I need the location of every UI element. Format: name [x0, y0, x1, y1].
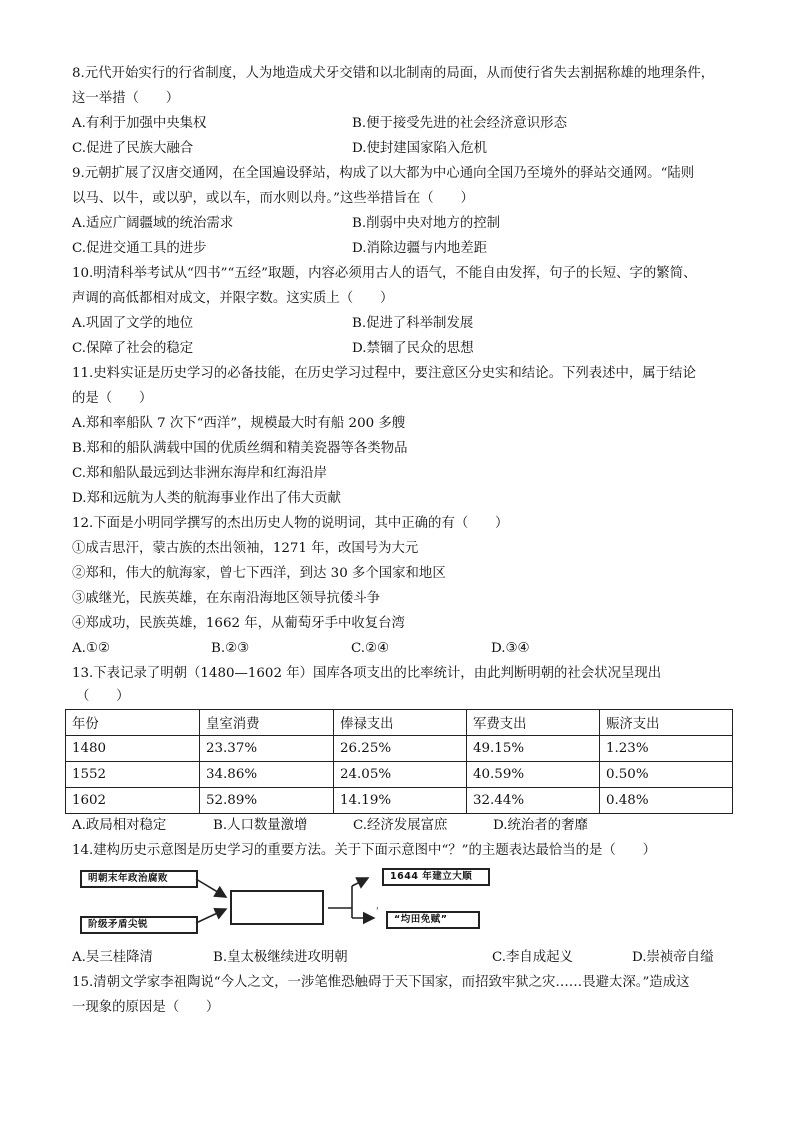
table-header-row	[66, 710, 733, 736]
table-cell: 49.15%	[467, 736, 600, 762]
q12-option-a: A.①②	[72, 641, 110, 656]
q14-option-d: D.崇祯帝自缢	[632, 950, 714, 965]
table-cell: 1552	[66, 762, 200, 788]
q14-option-c: C.李自成起义	[492, 950, 573, 965]
q15-stem-line1: 15.清朝文学家李祖陶说“今人之文，一涉笔惟恐触碍于天下国家，而招致牢狱之灾……畏避太深。”造成这	[72, 975, 690, 990]
box-late-ming-corruption: 明朝末年政治腐败	[80, 870, 198, 888]
q13-option-a: A.政局相对稳定	[72, 818, 167, 833]
table-cell: 34.86%	[200, 762, 334, 788]
table-header-cell: 军费支出	[467, 710, 600, 736]
q13-option-b: B.人口数量激增	[213, 818, 308, 833]
q11-option-c: C.郑和船队最远到达非洲东海岸和红海沿岸	[72, 466, 328, 481]
q10-stem-line2: 声调的高低都相对成文，并限字数。这实质上（ ）	[72, 291, 394, 306]
arrow-to-center	[196, 879, 226, 897]
q12-item-4: ④郑成功，民族英雄，1662 年，从葡萄牙手中收复台湾	[72, 616, 405, 631]
q12-item-1: ①成吉思汗，蒙古族的杰出领袖，1271 年，改国号为大元	[72, 541, 419, 556]
q12-stem: 12.下面是小明同学撰写的杰出历史人物的说明词，其中正确的有（ ）	[72, 516, 509, 531]
box-class-conflict: 阶级矛盾尖锐	[80, 916, 198, 934]
box-land-slogan: “均田免赋”	[386, 911, 480, 929]
q14-option-b: B.皇太极继续进攻明朝	[213, 950, 348, 965]
q8-option-c: C.促进了民族大融合	[72, 141, 194, 156]
table-header-cell: 皇室消费	[200, 710, 334, 736]
table-cell: 23.37%	[200, 736, 334, 762]
arrow-to-dashun	[352, 878, 368, 886]
q10-option-c: C.保障了社会的稳定	[72, 341, 194, 356]
q13-option-c: C.经济发展富庶	[353, 818, 448, 833]
q11-option-d: D.郑和远航为人类的航海事业作出了伟大贡献	[72, 491, 341, 506]
table-header-cell: 赈济支出	[600, 710, 733, 736]
q15-stem-line2: 一现象的原因是（ ）	[72, 1000, 220, 1015]
q10-option-b: B.促进了科举制发展	[352, 316, 474, 331]
q9-option-a: A.适应广阔疆域的统治需求	[72, 216, 234, 231]
table-header-cell: 俸禄支出	[334, 710, 467, 736]
table-row	[66, 736, 733, 762]
q12-option-b: B.②③	[211, 641, 250, 656]
q9-stem-line1: 9.元朝扩展了汉唐交通网，在全国遍设驿站，构成了以大都为中心通向全国乃至境外的驿站交通网。“陆则	[72, 166, 695, 181]
q9-option-d: D.消除边疆与内地差距	[352, 241, 488, 256]
q12-option-c: C.②④	[351, 641, 390, 656]
q10-option-a: A.巩固了文学的地位	[72, 316, 194, 331]
table-cell: 52.89%	[200, 788, 334, 814]
q8-stem-line2: 这一举措（ ）	[72, 91, 180, 106]
q10-stem-line1: 10.明清科举考试从“四书”“五经”取题，内容必须用古人的语气，不能自由发挥，句子的长短、字的繁简、	[72, 266, 697, 281]
q9-option-b: B.削弱中央对地方的控制	[352, 216, 501, 231]
question-box	[231, 891, 323, 924]
table-cell: 0.48%	[600, 788, 733, 814]
q12-item-2: ②郑和，伟大的航海家，曾七下西洋，到达 30 多个国家和地区	[72, 566, 446, 581]
table-cell: 1480	[66, 736, 200, 762]
table-cell: 1.23%	[600, 736, 733, 762]
q9-stem-line2: 以马、以牛，或以驴，或以车，而水则以舟。”这些举措旨在（ ）	[72, 191, 474, 206]
arrow-to-center	[196, 909, 226, 923]
table-row	[66, 762, 733, 788]
q10-option-d: D.禁锢了民众的思想	[352, 341, 474, 356]
q14-option-a: A.吴三桂降清	[72, 950, 153, 965]
q11-stem-line2: 的是（ ）	[72, 391, 153, 406]
q11-option-a: A.郑和率船队 7 次下“西洋”，规模最大时有船 200 多艘	[72, 416, 406, 431]
table-header-cell: 年份	[66, 710, 200, 736]
q13-stem-line1: 13.下表记录了明朝（1480—1602 年）国库各项支出的比率统计，由此判断明朝的社会状况呈现出	[72, 666, 662, 681]
q13-stem-line2: （ ）	[76, 689, 130, 704]
q11-stem-line1: 11.史料实证是历史学习的必备技能，在历史学习过程中，要注意区分史实和结论。下列表述中，属于结论	[72, 366, 696, 381]
table-cell: 26.25%	[334, 736, 467, 762]
table-cell: 40.59%	[467, 762, 600, 788]
q12-option-d: D.③④	[491, 641, 530, 656]
table-cell: 14.19%	[334, 788, 467, 814]
table-cell: 0.50%	[600, 762, 733, 788]
q13-option-d: D.统治者的奢靡	[493, 818, 588, 833]
table-cell: 32.44%	[467, 788, 600, 814]
expenditure-table	[65, 709, 733, 814]
table-cell: 24.05%	[334, 762, 467, 788]
q8-option-a: A.有利于加强中央集权	[72, 116, 207, 131]
table-cell: 1602	[66, 788, 200, 814]
q9-option-c: C.促进交通工具的进步	[72, 241, 207, 256]
q8-option-d: D.使封建国家陷入危机	[352, 141, 488, 156]
q14-stem: 14.建构历史示意图是历史学习的重要方法。关于下面示意图中“？”的主题表达最恰当的是（ ）	[72, 843, 656, 858]
q11-option-b: B.郑和的船队满载中国的优质丝绸和精美瓷器等各类物品	[72, 441, 408, 456]
box-founding-dashun: 1644 年建立大顺	[382, 868, 490, 886]
q8-stem-line1: 8.元代开始实行的行省制度，人为地造成犬牙交错和以北制南的局面，从而使行省失去割据称雄的地理条件，	[72, 66, 715, 81]
q8-option-b: B.便于接受先进的社会经济意识形态	[352, 116, 567, 131]
table-row	[66, 788, 733, 814]
stray-mark: '	[376, 907, 379, 917]
q12-item-3: ③戚继光，民族英雄，在东南沿海地区领导抗倭斗争	[72, 591, 380, 606]
